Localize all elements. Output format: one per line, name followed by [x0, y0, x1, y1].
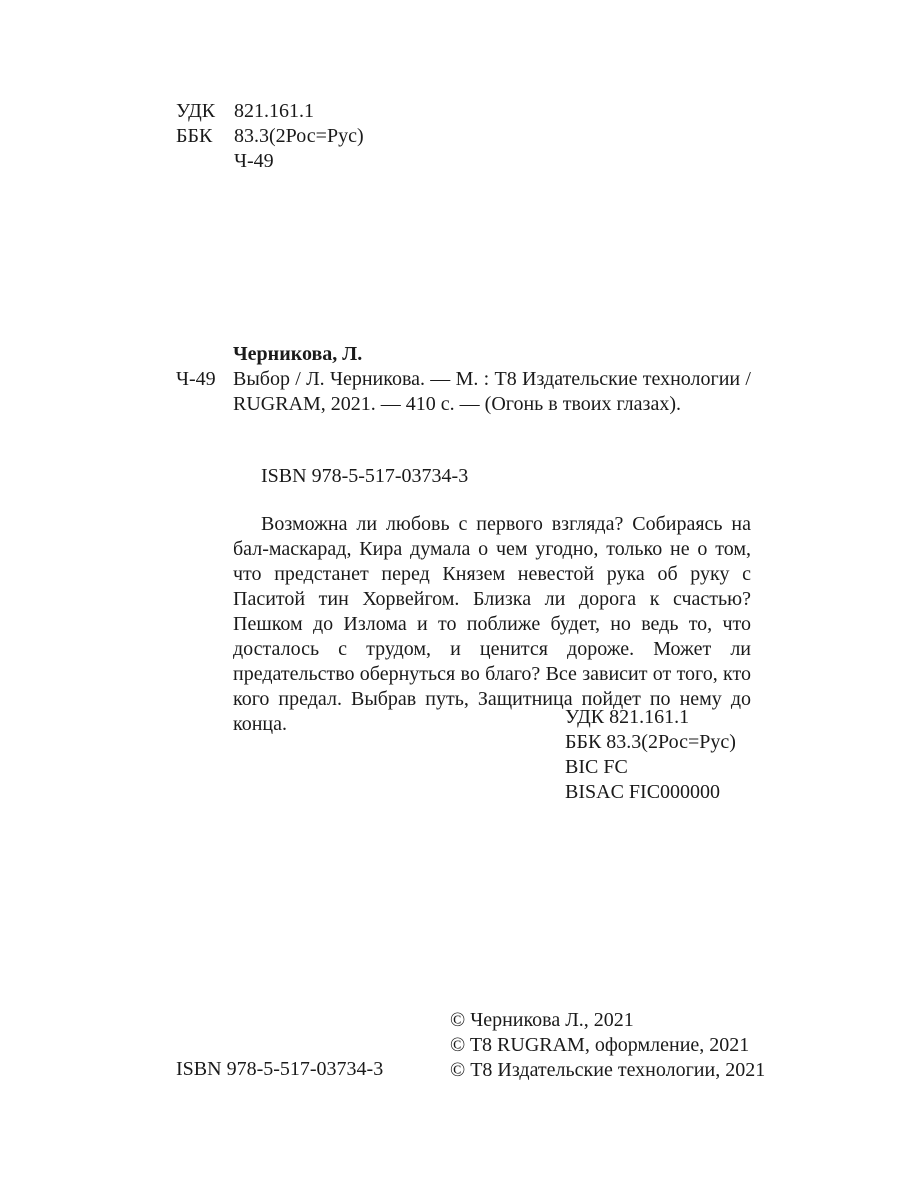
- classification-right-bbk: ББК 83.3(2Рос=Рус): [565, 731, 736, 753]
- udk-row: [176, 99, 364, 124]
- udk-value: 821.161.1: [234, 100, 314, 122]
- bbk-label: ББК: [176, 125, 213, 147]
- classification-right-bisac: BISAC FIC000000: [565, 781, 721, 803]
- bbk-row: [176, 124, 364, 149]
- bbk-value: 83.3(2Рос=Рус): [234, 125, 364, 147]
- bibliographic-entry: Выбор / Л. Черникова. — М. : Т8 Издательские технологии / RUGRAM, 2021. — 410 с. — (Огонь в твоих глазах).: [233, 368, 751, 415]
- copyright-design: © T8 RUGRAM, оформление, 2021: [450, 1034, 750, 1056]
- copyright-author: © Черникова Л., 2021: [450, 1009, 634, 1031]
- isbn-bottom: ISBN 978-5-517-03734-3: [176, 1058, 384, 1080]
- udk-label: УДК: [176, 100, 216, 122]
- author-mark-value: Ч-49: [234, 150, 274, 172]
- isbn-main: ISBN 978-5-517-03734-3: [261, 465, 469, 487]
- author-mark-row: [176, 149, 364, 174]
- annotation-text: Возможна ли любовь с первого взгляда? Собираясь на бал-маскарад, Кира думала о чем угодно, только не о том, что предстанет перед Князем невестой рука об руку с Паситой тин Хорвейгом. Близка ли дорога к счастью? Пешком до Излома и то поближе будет, но ведь то, что досталось с трудом, и ценится дороже. Может ли предательство обернуться во благо? Все зависит от того, кто кого предал. Выбрав путь, Защитница пойдет по нему до конца.: [233, 513, 751, 735]
- classification-right-udk: УДК 821.161.1: [565, 706, 690, 728]
- classification-block-right: [565, 705, 736, 805]
- copyright-block: [450, 1008, 765, 1083]
- catalog-code: Ч-49: [176, 368, 216, 390]
- copyright-publisher: © Т8 Издательские технологии, 2021: [450, 1059, 766, 1081]
- classification-right-bic: BIC FC: [565, 756, 628, 778]
- classification-block-top: [176, 99, 364, 174]
- author-heading: Черникова, Л.: [233, 343, 363, 365]
